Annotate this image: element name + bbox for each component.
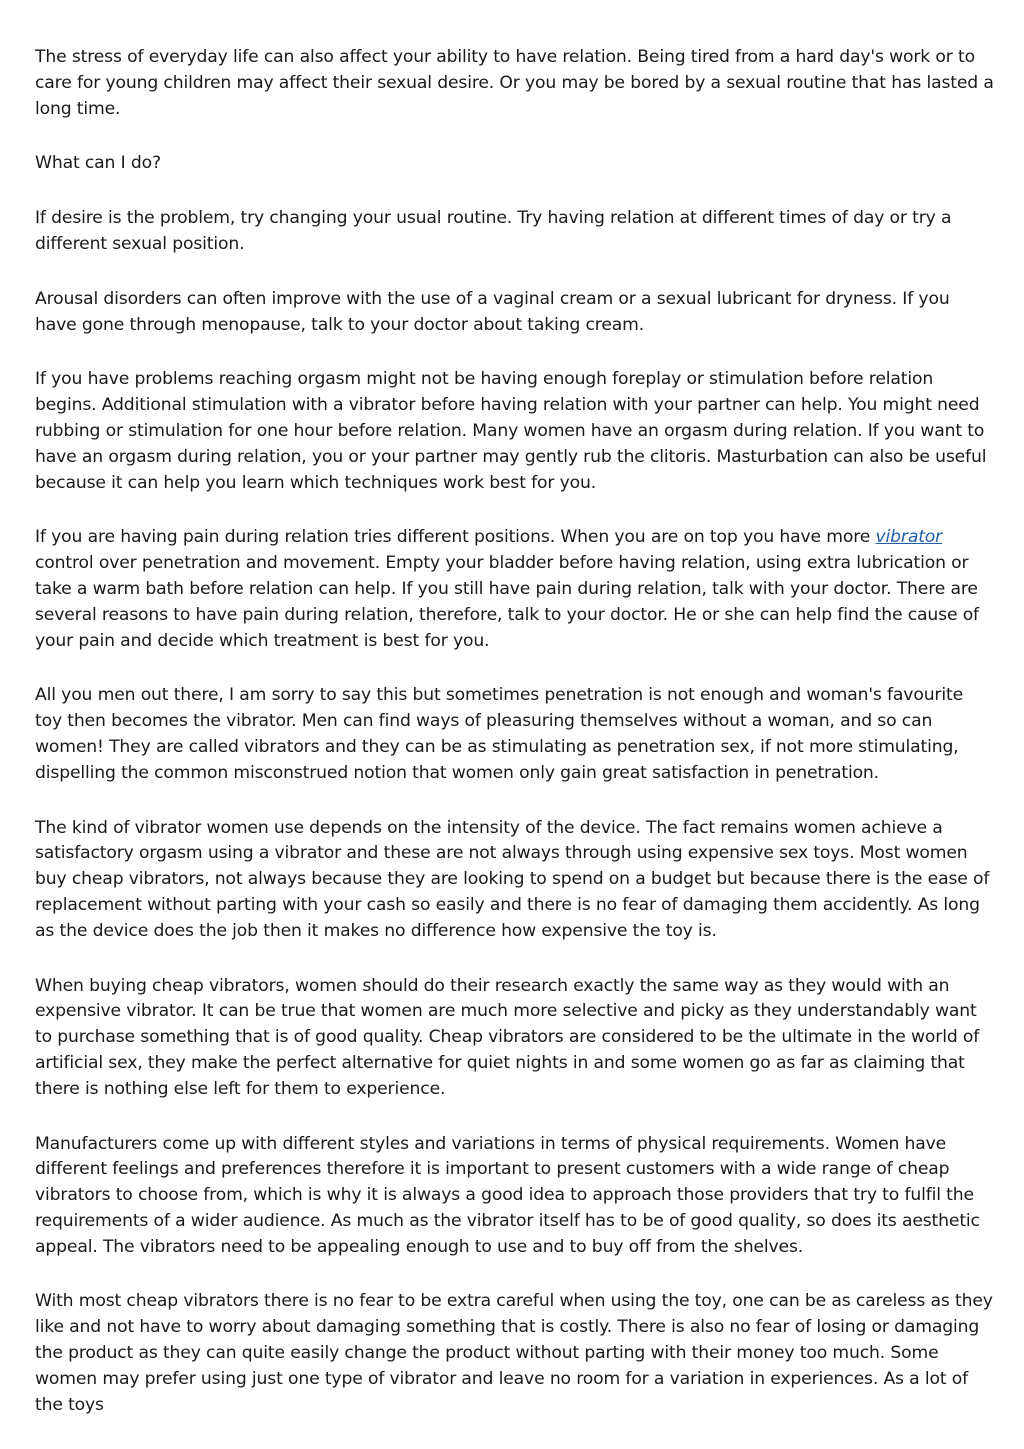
paragraph-pain-end: control over penetration and movement. Empty your bladder before having relation, using extra lubrication or take a warm bath before relation can help. If you still have pain during relation, talk with your doctor. There are several reasons to have pain during relation, therefore, talk to your doctor. He or she can help find the cause of your pain and decide which treatment is best for you. bbox=[35, 553, 979, 651]
paragraph-desire: If desire is the problem, try changing your usual routine. Try having relation at different times of day or try a different sexual position. bbox=[35, 208, 952, 254]
paragraph-kind: The kind of vibrator women use depends on the intensity of the device. The fact remains women achieve a satisfactory orgasm using a vibrator and these are not always through using expensive sex toys. Most women buy cheap vibrators, not always because they are looking to spend on a budget but because there is the ease of replacement without parting with your cash so easily and there is no fear of damaging them accidently. As long as the device does the job then it makes no difference how expensive the toy is. bbox=[35, 817, 990, 941]
paragraph-question: What can I do? bbox=[35, 153, 161, 174]
paragraph-buying: When buying cheap vibrators, women should do their research exactly the same way as they would with an expensive vibrator. It can be true that women are much more selective and picky as they understandably want to purchase something that is of good quality. Cheap vibrators are considered to be the ultimate in the world of artificial sex, they make the perfect alternative for quiet nights in and some women go as far as claiming that there is nothing else left for them to experience. bbox=[35, 975, 980, 1099]
document-body bbox=[35, 45, 995, 1447]
paragraph-pain bbox=[35, 525, 995, 654]
vibrator-link[interactable]: vibrator bbox=[875, 527, 943, 548]
paragraph-men: All you men out there, I am sorry to say this but sometimes penetration is not enough and woman's favourite toy then becomes the vibrator. Men can find ways of pleasuring themselves without a woman, and so can women! They are called vibrators and they can be as stimulating as penetration sex, if not more stimulating, dispelling the common misconstrued notion that women only gain great satisfaction in penetration. bbox=[35, 685, 963, 783]
paragraph-pain-start: If you are having pain during relation tries different positions. When you are on top you have more bbox=[35, 527, 876, 548]
paragraph-careless: With most cheap vibrators there is no fear to be extra careful when using the toy, one can be as careless as they like and not have to worry about damaging something that is costly. There is also no fear of losing or damaging the product as they can quite easily change the product without parting with their money too much. Some women may prefer using just one type of vibrator and leave no room for a variation in experiences. As a lot of the toys bbox=[35, 1291, 993, 1415]
paragraph-orgasm: If you have problems reaching orgasm might not be having enough foreplay or stimulation before relation begins. Additional stimulation with a vibrator before having relation with your partner can help. You might need rubbing or stimulation for one hour before relation. Many women have an orgasm during relation. If you want to have an orgasm during relation, you or your partner may gently rub the clitoris. Masturbation can also be useful because it can help you learn which techniques work best for you. bbox=[35, 369, 987, 493]
paragraph-stress: The stress of everyday life can also affect your ability to have relation. Being tired from a hard day's work or to care for young children may affect their sexual desire. Or you may be bored by a sexual routine that has lasted a long time. bbox=[35, 47, 994, 119]
paragraph-arousal: Arousal disorders can often improve with the use of a vaginal cream or a sexual lubricant for dryness. If you have gone through menopause, talk to your doctor about taking cream. bbox=[35, 288, 950, 335]
paragraph-manufacturers: Manufacturers come up with different styles and variations in terms of physical requirements. Women have different feelings and preferences therefore it is important to present customers with a wide range of cheap vibrators to choose from, which is why it is always a good idea to approach those providers that try to fulfil the requirements of a wider audience. As much as the vibrator itself has to be of good quality, so does its aesthetic appeal. The vibrators need to be appealing enough to use and to buy off from the shelves. bbox=[35, 1133, 980, 1257]
